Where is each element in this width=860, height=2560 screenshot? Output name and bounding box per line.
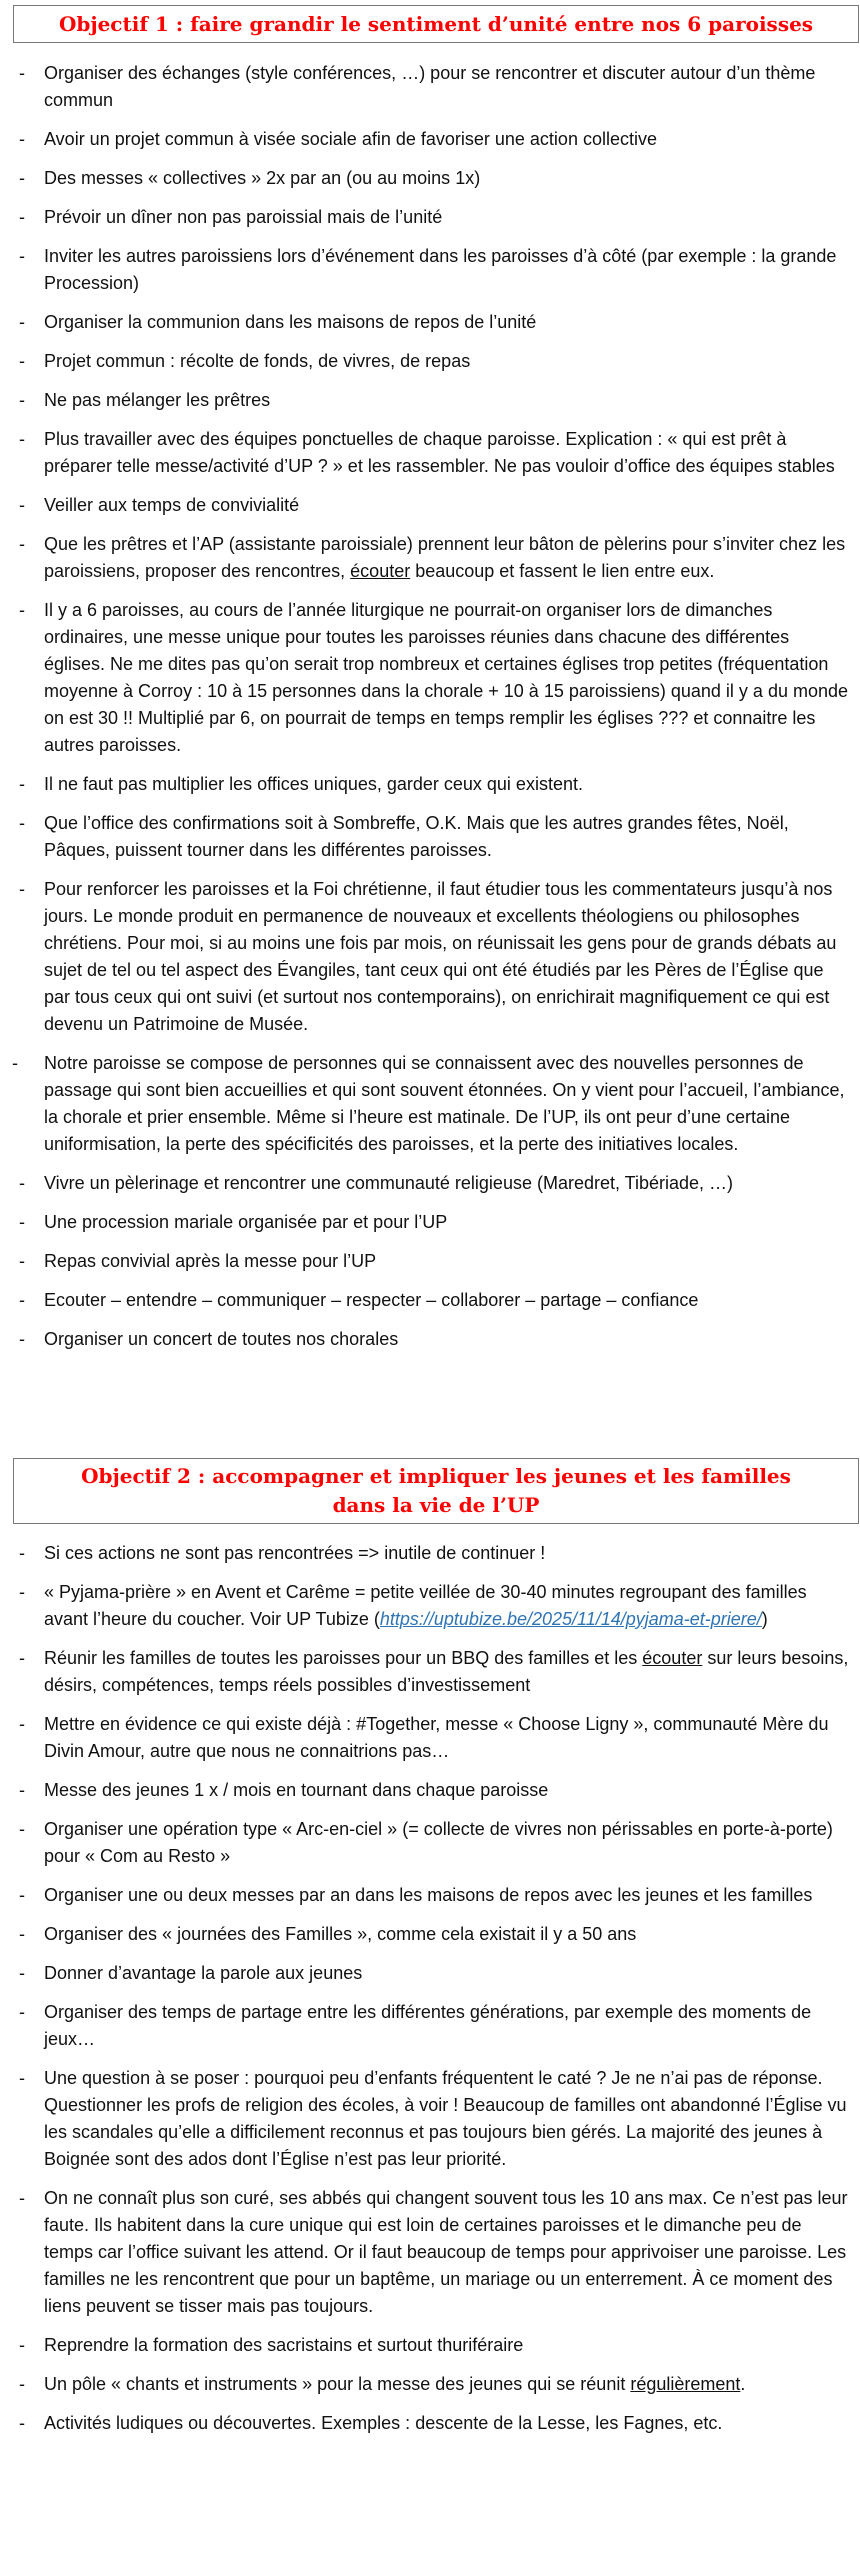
list-item: - Que l’office des confirmations soit à Sombreffe, O.K. Mais que les autres grandes fêtes, Noël, Pâques, puissent tourner dans les différentes paroisses. [0, 810, 860, 864]
underlined-word: écouter [350, 561, 411, 581]
list-item: - Une procession mariale organisée par et pour l’UP [0, 1209, 860, 1236]
bullet-dash: - [19, 351, 25, 371]
list-item: - Que les prêtres et l’AP (assistante paroissiale) prennent leur bâton de pèlerins pour s’inviter chez les paroissiens, proposer des rencontres, écouter beaucoup et fassent le lien entre eux. [0, 531, 860, 585]
list-item: - Ne pas mélanger les prêtres [0, 387, 860, 414]
bullet-dash: - [19, 2413, 25, 2433]
list-item: - Organiser des échanges (style conférences, …) pour se rencontrer et discuter autour d’un thème commun [0, 60, 860, 114]
bullet-dash: - [19, 1648, 25, 1668]
bullet-dash: - [19, 1714, 25, 1734]
underlined-word: écouter [642, 1648, 703, 1668]
list-item: - Organiser une ou deux messes par an dans les maisons de repos avec les jeunes et les familles [0, 1882, 860, 1909]
list-item: - Inviter les autres paroissiens lors d’événement dans les paroisses d’à côté (par exemple : la grande Procession) [0, 243, 860, 297]
list-item: - Il y a 6 paroisses, au cours de l’année liturgique ne pourrait-on organiser lors de dimanches ordinaires, une messe unique pour toutes les paroisses réunies dans chacune des différentes églises. Ne me dites pas qu’on serait trop nombreux et certaines églises trop petites (fréquentation moyenne à Corroy : 10 à 15 personnes dans la chorale + 10 à 15 paroissiens) quand il y a du monde on est 30 !! Multiplié par 6, on pourrait de temps en temps remplir les églises ??? et connaitre les autres paroisses. [0, 597, 860, 759]
bullet-dash: - [19, 1582, 25, 1602]
bullet-dash: - [19, 2335, 25, 2355]
list-item: - Notre paroisse se compose de personnes qui se connaissent avec des nouvelles personnes de passage qui sont bien accueillies et qui sont souvent étonnées. On y vient pour l’accueil, l’ambiance, la chorale et prier ensemble. Même si l’heure est matinale. De l’UP, ils ont peur d’une certaine uniformisation, la perte des spécificités des paroisses, et la perte des initiatives locales. [0, 1050, 860, 1158]
bullet-dash: - [19, 1329, 25, 1349]
list-item: - Un pôle « chants et instruments » pour la messe des jeunes qui se réunit régulièrement. [0, 2371, 860, 2398]
list-item: - Vivre un pèlerinage et rencontrer une communauté religieuse (Maredret, Tibériade, …) [0, 1170, 860, 1197]
bullet-dash: - [19, 207, 25, 227]
bullet-dash: - [19, 1885, 25, 1905]
list-item: - Pour renforcer les paroisses et la Foi chrétienne, il faut étudier tous les commentateurs jusqu’à nos jours. Le monde produit en permanence de nouveaux et excellents théologiens ou philosophes chrétiens. Pour moi, si au moins une fois par mois, on réunissait les gens pour de grands débats au sujet de tel ou tel aspect des Évangiles, tant ceux qui ont été étudiés par les Pères de l’Église que par tous ceux qui ont suivi (et surtout nos contemporains), on enrichirait magnifiquement ce qui est devenu un Patrimoine de Musée. [0, 876, 860, 1038]
list-item: - Activités ludiques ou découvertes. Exemples : descente de la Lesse, les Fagnes, etc. [0, 2410, 860, 2437]
list-item: - Si ces actions ne sont pas rencontrées => inutile de continuer ! [0, 1540, 860, 1567]
bullet-dash: - [12, 1053, 18, 1073]
objective-1-title: Objectif 1 : faire grandir le sentiment d’unité entre nos 6 paroisses [58, 12, 814, 36]
bullet-dash: - [19, 534, 25, 554]
list-item: - Organiser la communion dans les maisons de repos de l’unité [0, 309, 860, 336]
list-item: - Avoir un projet commun à visée sociale afin de favoriser une action collective [0, 126, 860, 153]
bullet-dash: - [19, 1290, 25, 1310]
bullet-dash: - [19, 1212, 25, 1232]
bullet-dash: - [19, 1251, 25, 1271]
list-item: - Ecouter – entendre – communiquer – respecter – collaborer – partage – confiance [0, 1287, 860, 1314]
objective-1-list [0, 60, 860, 1365]
bullet-dash: - [19, 2002, 25, 2022]
up-tubize-link[interactable]: https://uptubize.be/2025/11/14/pyjama-et-priere/ [379, 1609, 762, 1629]
list-item: - Projet commun : récolte de fonds, de vivres, de repas [0, 348, 860, 375]
list-item: - Organiser des temps de partage entre les différentes générations, par exemple des moments de jeux… [0, 1999, 860, 2053]
bullet-dash: - [19, 63, 25, 83]
objective-2-heading [13, 1458, 859, 1524]
list-item: - Réunir les familles de toutes les paroisses pour un BBQ des familles et les écouter sur leurs besoins, désirs, compétences, temps réels possibles d’investissement [0, 1645, 860, 1699]
list-item: - Plus travailler avec des équipes ponctuelles de chaque paroisse. Explication : « qui est prêt à préparer telle messe/activité d’UP ? » et les rassembler. Ne pas vouloir d’office des équipes stables [0, 426, 860, 480]
objective-1-heading [13, 5, 859, 43]
bullet-dash: - [19, 2188, 25, 2208]
objective-2-title-line-2: dans la vie de l’UP [332, 1493, 540, 1517]
bullet-dash: - [19, 390, 25, 410]
bullet-dash: - [19, 429, 25, 449]
bullet-dash: - [19, 813, 25, 833]
bullet-dash: - [19, 495, 25, 515]
list-item: - Veiller aux temps de convivialité [0, 492, 860, 519]
underlined-word: régulièrement [630, 2374, 741, 2394]
objective-2-list [0, 1540, 860, 2449]
list-item: - Messe des jeunes 1 x / mois en tournant dans chaque paroisse [0, 1777, 860, 1804]
bullet-dash: - [19, 879, 25, 899]
bullet-dash: - [19, 2374, 25, 2394]
list-item: - Donner d’avantage la parole aux jeunes [0, 1960, 860, 1987]
bullet-dash: - [19, 774, 25, 794]
bullet-dash: - [19, 312, 25, 332]
list-item: - Prévoir un dîner non pas paroissial mais de l’unité [0, 204, 860, 231]
list-item: - Organiser une opération type « Arc-en-ciel » (= collecte de vivres non périssables en porte-à-porte) pour « Com au Resto » [0, 1816, 860, 1870]
list-item: - Organiser des « journées des Familles », comme cela existait il y a 50 ans [0, 1921, 860, 1948]
list-item: - Une question à se poser : pourquoi peu d’enfants fréquentent le caté ? Je ne n’ai pas de réponse. Questionner les profs de religion des écoles, à voir ! Beaucoup de familles ont abandonné l’Église vu les scandales qu’elle a difficilement reconnus et pas toujours bien gérés. La majorité des jeunes à Boignée sont des ados dont l’Église n’est pas leur priorité. [0, 2065, 860, 2173]
bullet-dash: - [19, 129, 25, 149]
bullet-dash: - [19, 1173, 25, 1193]
bullet-dash: - [19, 1963, 25, 1983]
bullet-dash: - [19, 1780, 25, 1800]
list-item: - Reprendre la formation des sacristains et surtout thuriféraire [0, 2332, 860, 2359]
bullet-dash: - [19, 1543, 25, 1563]
bullet-dash: - [19, 168, 25, 188]
bullet-dash: - [19, 1924, 25, 1944]
list-item: - On ne connaît plus son curé, ses abbés qui changent souvent tous les 10 ans max. Ce n’est pas leur faute. Ils habitent dans la cure unique qui est loin de certaines paroisses et le dimanche peu de temps car l’office suivant les attend. Or il faut beaucoup de temps pour apprivoiser une paroisse. Les familles ne les rencontrent que pour un baptême, un mariage ou un enterrement. À ce moment des liens peuvent se tisser mais pas toujours. [0, 2185, 860, 2320]
list-item: - Des messes « collectives » 2x par an (ou au moins 1x) [0, 165, 860, 192]
bullet-dash: - [19, 1819, 25, 1839]
objective-2-title-line-1: Objectif 2 : accompagner et impliquer les jeunes et les familles [81, 1464, 791, 1488]
list-item: - Repas convivial après la messe pour l’UP [0, 1248, 860, 1275]
bullet-dash: - [19, 2068, 25, 2088]
list-item: - Mettre en évidence ce qui existe déjà : #Together, messe « Choose Ligny », communauté Mère du Divin Amour, autre que nous ne connaitrions pas… [0, 1711, 860, 1765]
list-item: - Organiser un concert de toutes nos chorales [0, 1326, 860, 1353]
list-item: - Il ne faut pas multiplier les offices uniques, garder ceux qui existent. [0, 771, 860, 798]
bullet-dash: - [19, 246, 25, 266]
list-item: - « Pyjama-prière » en Avent et Carême = petite veillée de 30-40 minutes regroupant des familles avant l’heure du coucher. Voir UP Tubize (https://uptubize.be/2025/11/14/pyjama-et-priere/) [0, 1579, 860, 1633]
bullet-dash: - [19, 600, 25, 620]
